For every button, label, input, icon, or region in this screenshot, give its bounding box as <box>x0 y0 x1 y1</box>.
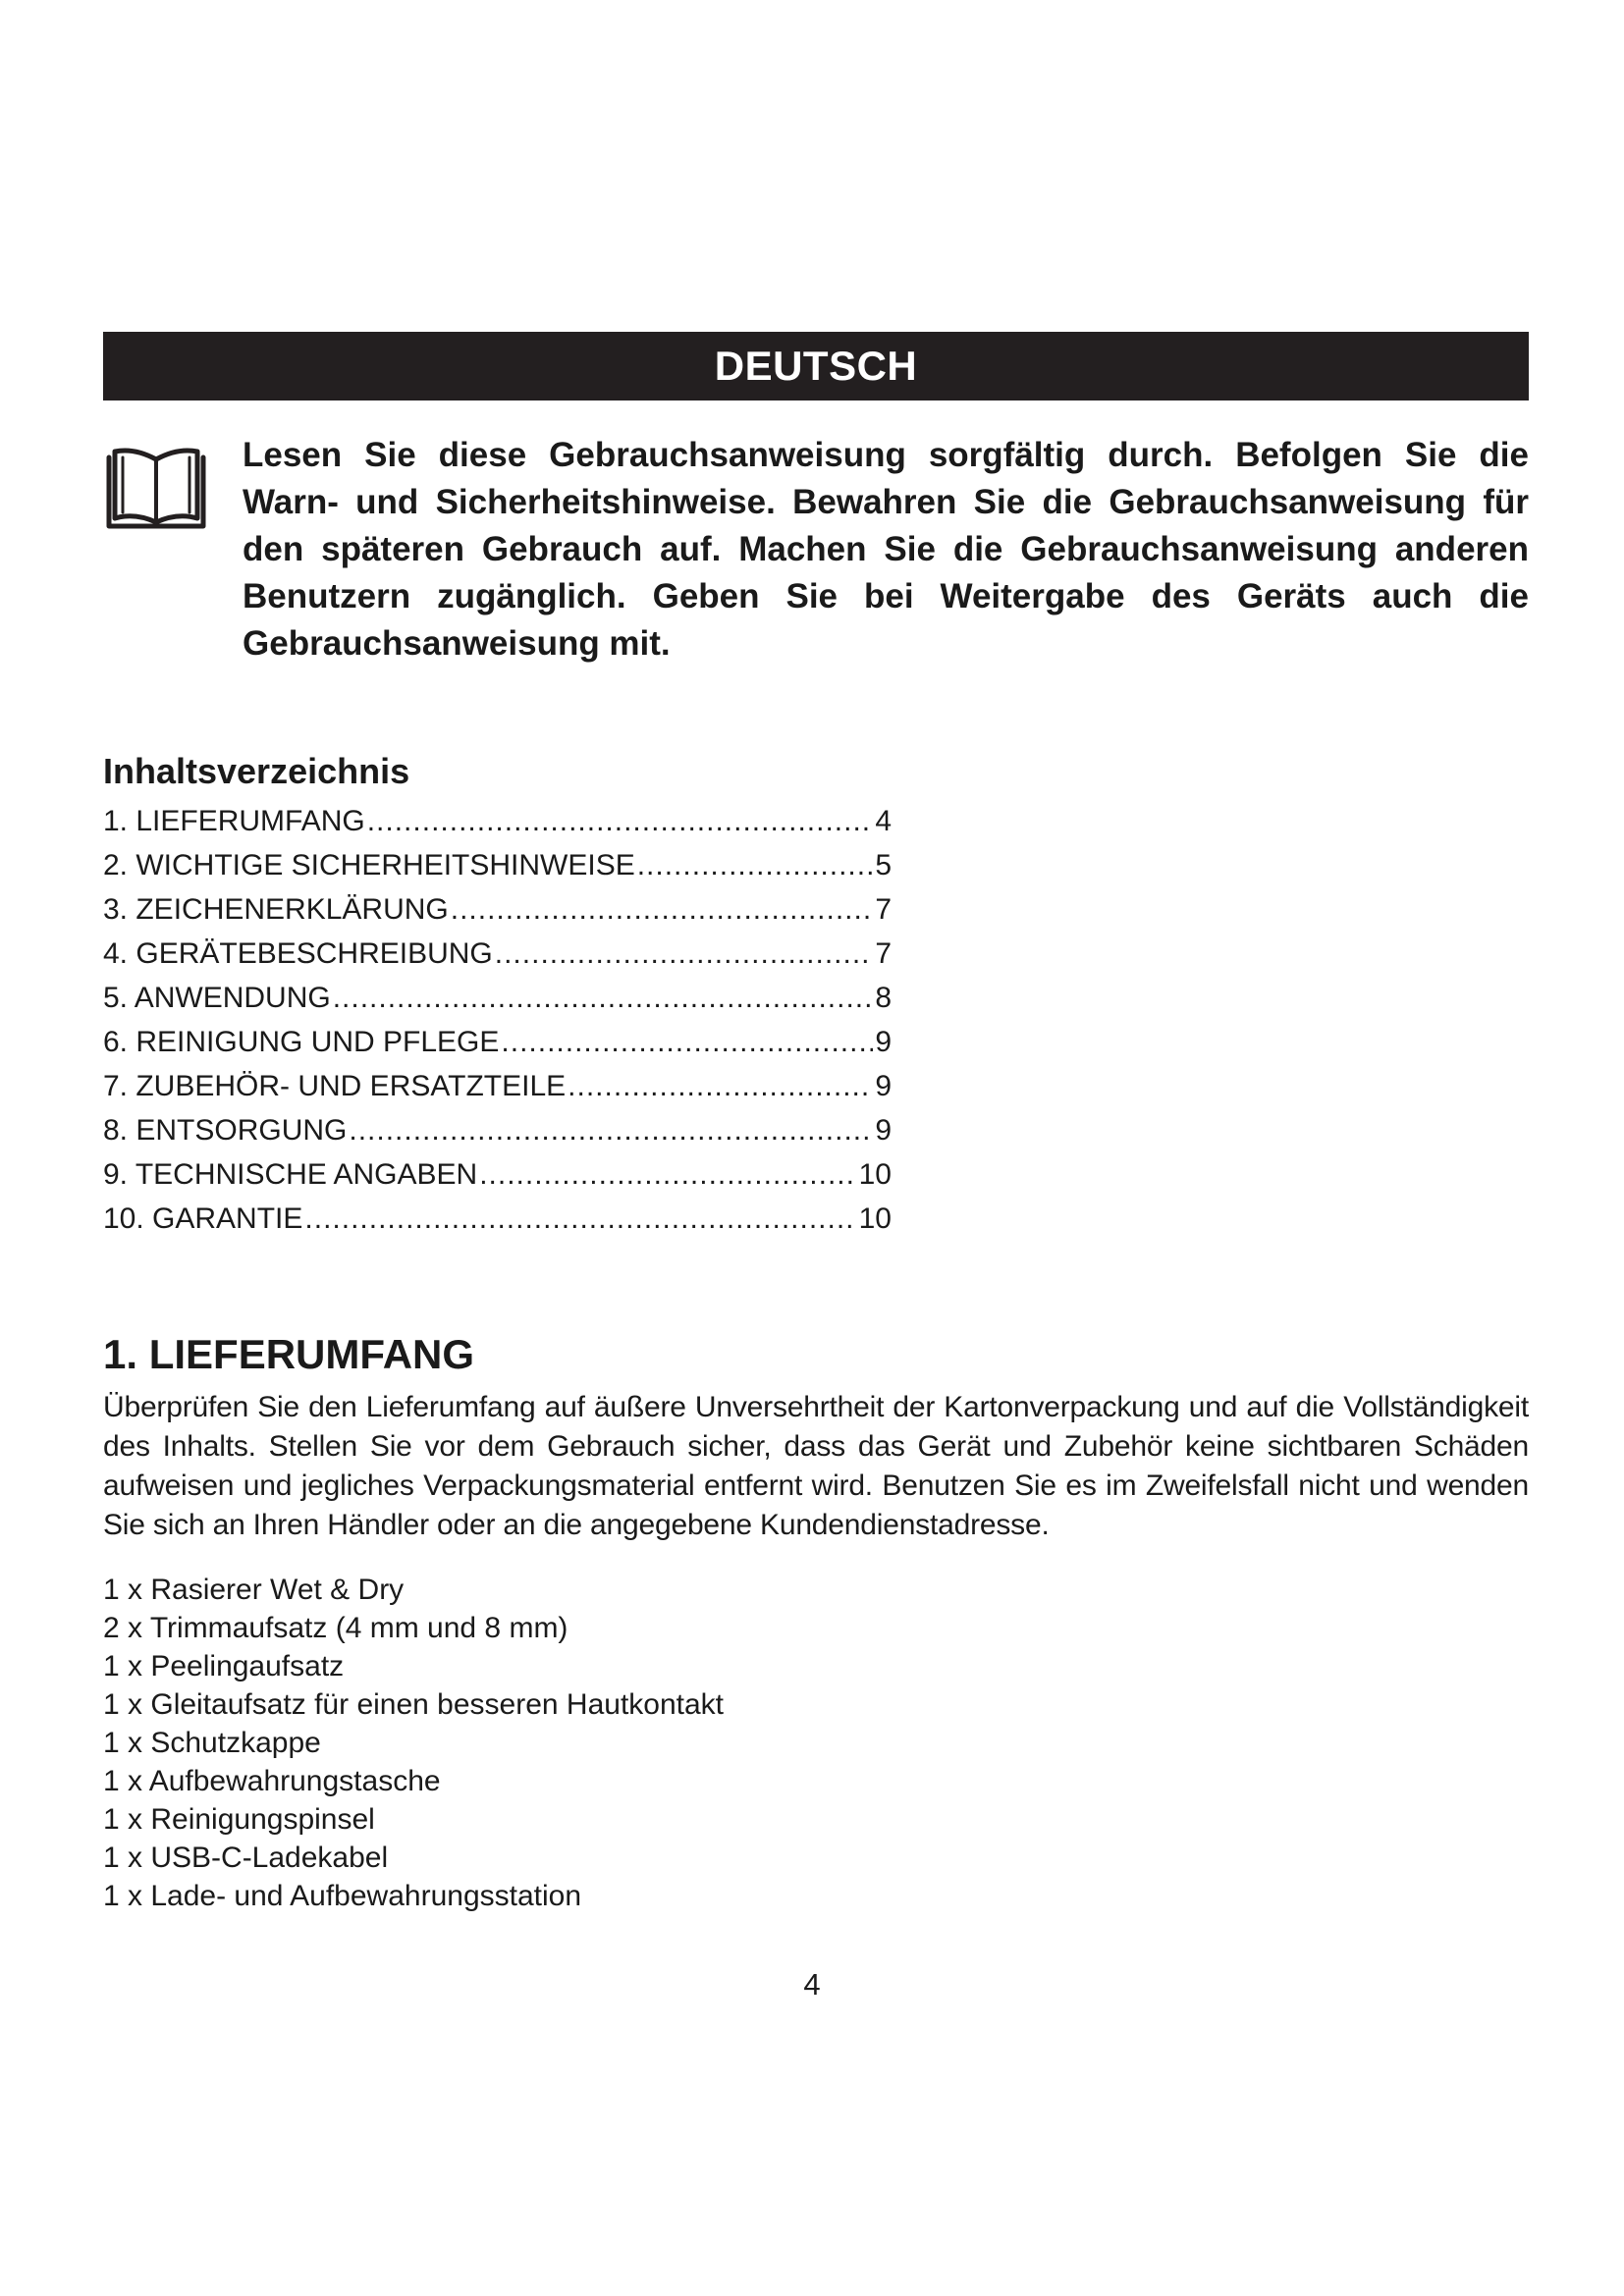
intro-notice <box>103 432 1529 667</box>
toc-entry-label: 5. ANWENDUNG <box>103 982 331 1014</box>
list-item: 1 x Reinigungspinsel <box>103 1803 375 1836</box>
toc-entry-page: 9 <box>875 1026 892 1058</box>
open-book-icon <box>103 444 209 532</box>
toc-entry-page: 10 <box>858 1202 892 1235</box>
list-item: 1 x Aufbewahrungstasche <box>103 1765 441 1797</box>
section-lieferumfang <box>103 1327 1529 1915</box>
toc-entry-label: 9. TECHNISCHE ANGABEN <box>103 1158 478 1191</box>
language-header <box>103 332 1529 400</box>
toc-entry-page: 10 <box>858 1158 892 1191</box>
toc-entry[interactable] <box>103 799 892 843</box>
toc-entry[interactable] <box>103 1064 892 1108</box>
toc-entry-label: 2. WICHTIGE SICHERHEITSHINWEISE <box>103 849 635 881</box>
toc-entry-page: 9 <box>875 1114 892 1147</box>
toc-entry-label: 10. GARANTIE <box>103 1202 303 1235</box>
toc-entry-page: 5 <box>875 849 892 881</box>
toc-entry[interactable] <box>103 932 892 976</box>
page-number: 4 <box>803 1967 821 2002</box>
list-item: 1 x Peelingaufsatz <box>103 1650 345 1682</box>
toc-leader-dots <box>637 843 874 887</box>
package-contents-list <box>103 1571 1529 1915</box>
toc-leader-dots <box>495 932 874 976</box>
toc-entry[interactable] <box>103 843 892 887</box>
toc-leader-dots <box>568 1064 873 1108</box>
toc-leader-dots <box>304 1197 856 1241</box>
toc-leader-dots <box>367 799 874 843</box>
toc-entry-label: 1. LIEFERUMFANG <box>103 805 365 837</box>
section-title: 1. LIEFERUMFANG <box>103 1331 475 1377</box>
toc-entry[interactable] <box>103 1020 892 1064</box>
toc-entry[interactable] <box>103 976 892 1020</box>
list-item: 1 x Schutzkappe <box>103 1727 321 1759</box>
toc-entry-label: 3. ZEICHENERKLÄRUNG <box>103 893 449 926</box>
toc-entry-page: 7 <box>875 937 892 970</box>
language-header-label: DEUTSCH <box>714 343 918 389</box>
toc-entry-label: 8. ENTSORGUNG <box>103 1114 348 1147</box>
list-item: 1 x Rasierer Wet & Dry <box>103 1574 405 1606</box>
list-item: 1 x Gleitaufsatz für einen besseren Hautkontakt <box>103 1688 725 1721</box>
toc-entry[interactable] <box>103 887 892 932</box>
section-body-text: Überprüfen Sie den Lieferumfang auf äußere Unversehrtheit der Kartonverpackung und auf die Vollständigkeit des Inhalts. Stellen Sie vor dem Gebrauch sicher, dass das Gerät und Zubehör keine sichtbaren Schäden aufweisen und jegliches Verpackungsmaterial entfernt wird. Benutzen Sie es im Zweifelsfall nicht und wenden Sie sich an Ihren Händler oder an die angegebene Kundendienstadresse. <box>103 1391 1529 1541</box>
toc-leader-dots <box>349 1108 873 1152</box>
toc-entry[interactable] <box>103 1152 892 1197</box>
toc-entry-label: 6. REINIGUNG UND PFLEGE <box>103 1026 500 1058</box>
list-item: 2 x Trimmaufsatz (4 mm und 8 mm) <box>103 1612 568 1644</box>
list-item: 1 x Lade- und Aufbewahrungsstation <box>103 1880 582 1912</box>
toc-leader-dots <box>451 887 874 932</box>
toc-entry-page: 8 <box>875 982 892 1014</box>
toc-leader-dots <box>501 1020 873 1064</box>
table-of-contents <box>103 744 908 1241</box>
toc-entry[interactable] <box>103 1197 892 1241</box>
intro-text: Lesen Sie diese Gebrauchsanweisung sorgfältig durch. Befolgen Sie die Warn- und Sicherheitshinweise. Bewahren Sie die Gebrauchsanweisung für den späteren Gebrauch auf. Machen Sie die Gebrauchsanweisung anderen Benutzern zugänglich. Geben Sie bei Weitergabe des Geräts auch die Gebrauchsanweisung mit. <box>243 436 1529 663</box>
toc-leader-dots <box>333 976 874 1020</box>
toc-entry-label: 7. ZUBEHÖR- UND ERSATZTEILE <box>103 1070 567 1102</box>
toc-title: Inhaltsverzeichnis <box>103 751 410 791</box>
toc-entry-page: 9 <box>875 1070 892 1102</box>
toc-entry-page: 7 <box>875 893 892 926</box>
toc-entry-page: 4 <box>875 805 892 837</box>
list-item: 1 x USB-C-Ladekabel <box>103 1842 389 1874</box>
toc-entry[interactable] <box>103 1108 892 1152</box>
toc-leader-dots <box>479 1152 856 1197</box>
toc-entry-label: 4. GERÄTEBESCHREIBUNG <box>103 937 493 970</box>
toc-list <box>103 799 908 1241</box>
